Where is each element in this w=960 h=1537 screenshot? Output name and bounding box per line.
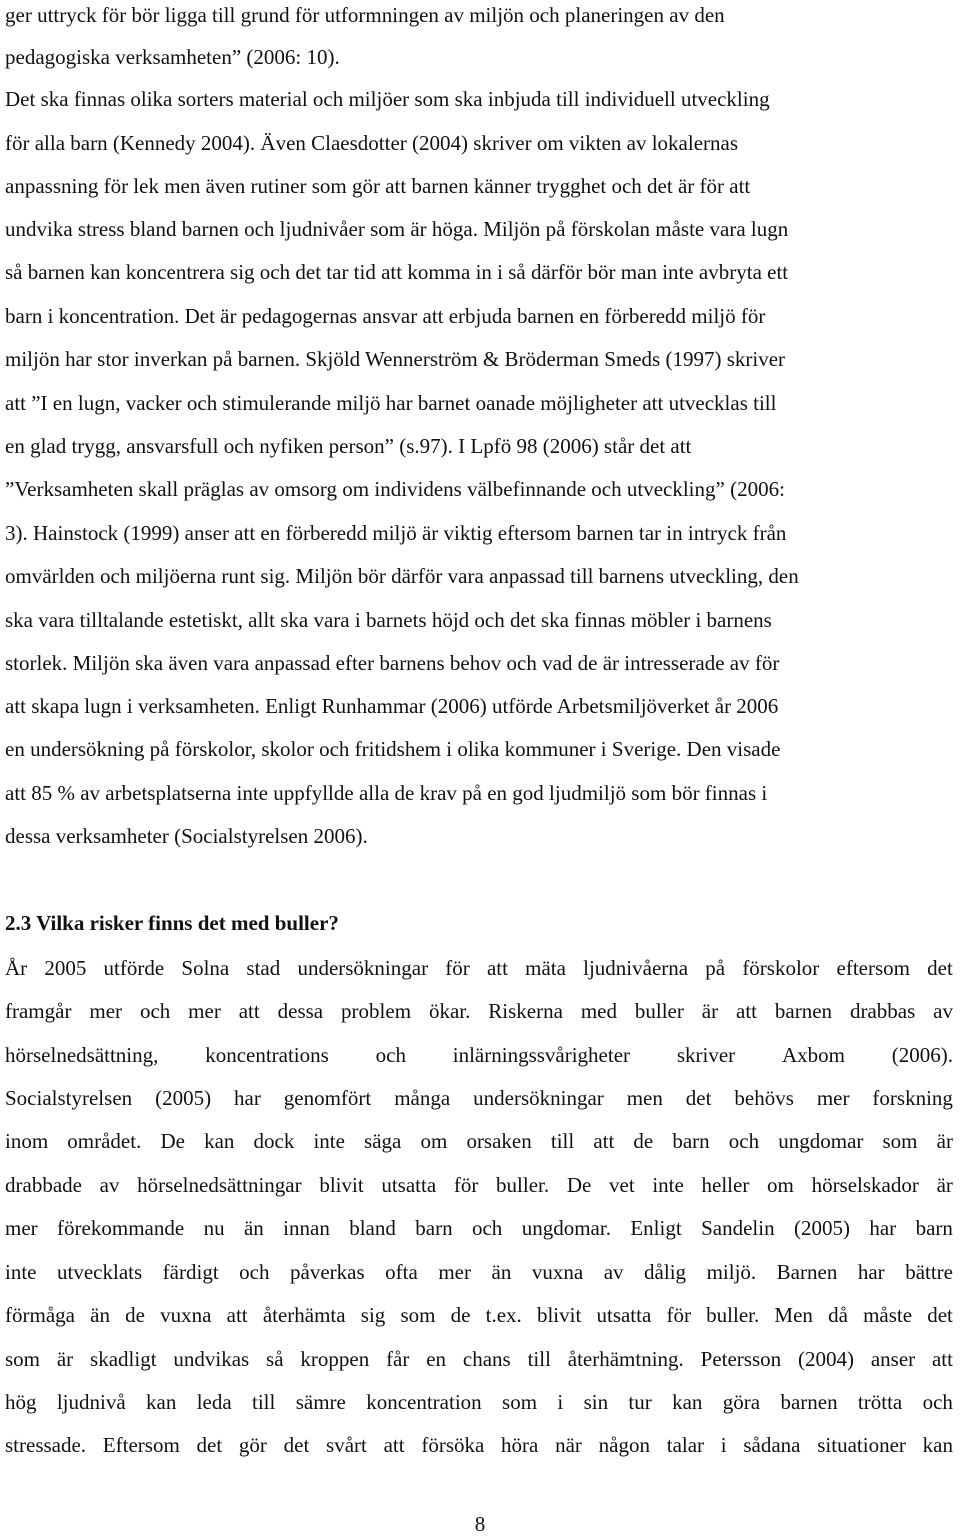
word: problem bbox=[341, 999, 412, 1023]
word: får bbox=[386, 1347, 410, 1371]
text-line: pedagogiska verksamheten” (2006: 10). bbox=[5, 45, 340, 69]
text-line bbox=[5, 1170, 953, 1200]
word: det bbox=[196, 1433, 223, 1457]
text-line: ger uttryck för bör ligga till grund för utformningen av miljön och planeringen av den bbox=[5, 3, 725, 27]
word: inte bbox=[652, 1173, 684, 1197]
word: forskning bbox=[872, 1086, 953, 1110]
word: skriver bbox=[676, 1043, 736, 1067]
word: hörselskador bbox=[811, 1173, 919, 1197]
text-line: att skapa lugn i verksamheten. Enligt Runhammar (2006) utförde Arbetsmiljöverket år 2006 bbox=[5, 694, 779, 718]
word: drabbas bbox=[849, 999, 916, 1023]
word: det bbox=[927, 1303, 953, 1327]
word: Solna bbox=[181, 956, 230, 980]
word: eftersom bbox=[836, 956, 910, 980]
word: och bbox=[922, 1390, 953, 1414]
word: så bbox=[266, 1347, 284, 1371]
word: leda bbox=[196, 1390, 232, 1414]
word: tur bbox=[628, 1390, 652, 1414]
word: att bbox=[736, 999, 757, 1023]
word: har bbox=[857, 1260, 885, 1284]
word: återhämta bbox=[262, 1303, 346, 1327]
word: trötta bbox=[857, 1390, 903, 1414]
word: hörselnedsättning, bbox=[5, 1043, 159, 1067]
word: än bbox=[491, 1260, 512, 1284]
word: när bbox=[555, 1433, 582, 1457]
word: Petersson bbox=[700, 1347, 782, 1371]
word: förskolor bbox=[742, 956, 820, 980]
word: för bbox=[445, 956, 470, 980]
word: som bbox=[5, 1347, 41, 1371]
word: Enligt bbox=[630, 1216, 682, 1240]
text-line: storlek. Miljön ska även vara anpassad efter barnens behov och vad de är intresserade av för bbox=[5, 651, 780, 675]
word: sämre bbox=[295, 1390, 346, 1414]
word: ungdomar. bbox=[521, 1216, 611, 1240]
word: är bbox=[936, 1129, 953, 1153]
word: ljudnivå bbox=[56, 1390, 126, 1414]
word: sådana bbox=[743, 1433, 801, 1457]
word: ökar. bbox=[428, 999, 471, 1023]
word: och bbox=[471, 1216, 503, 1240]
word: är bbox=[56, 1347, 74, 1371]
word: området. bbox=[67, 1129, 142, 1153]
word: de bbox=[450, 1303, 471, 1327]
word: än bbox=[243, 1216, 264, 1240]
text-line: barn i koncentration. Det är pedagogernas ansvar att erbjuda barnen en förberedd miljö för bbox=[5, 304, 766, 328]
word: på bbox=[705, 956, 726, 980]
word: som bbox=[400, 1303, 436, 1327]
word: heller bbox=[701, 1173, 750, 1197]
word: som bbox=[882, 1129, 918, 1153]
text-line: undvika stress bland barnen och ljudnivåer som är höga. Miljön på förskolan måste vara lugn bbox=[5, 217, 789, 241]
word: sig bbox=[360, 1303, 386, 1327]
word: än bbox=[90, 1303, 110, 1327]
word: då bbox=[828, 1303, 848, 1327]
word: har bbox=[869, 1216, 897, 1240]
word: barn bbox=[915, 1216, 953, 1240]
word: att bbox=[486, 956, 508, 980]
word: miljö. bbox=[706, 1260, 757, 1284]
word: De bbox=[566, 1173, 592, 1197]
word: en bbox=[426, 1347, 447, 1371]
text-line: att 85 % av arbetsplatserna inte uppfyllde alla de krav på en god ljudmiljö som bör finnas i bbox=[5, 781, 768, 805]
word: framgår bbox=[5, 999, 72, 1023]
word: inlärningssvårigheter bbox=[452, 1043, 631, 1067]
word: i bbox=[720, 1433, 727, 1457]
word: nu bbox=[203, 1216, 225, 1240]
word: ungdomar bbox=[778, 1129, 864, 1153]
word: ljudnivåerna bbox=[583, 956, 689, 980]
word: Socialstyrelsen bbox=[5, 1086, 133, 1110]
text-line bbox=[5, 1344, 953, 1374]
page-number: 8 bbox=[474, 1512, 486, 1536]
word: undvikas bbox=[173, 1347, 250, 1371]
word: av bbox=[933, 999, 953, 1023]
word: och bbox=[139, 999, 171, 1023]
word: till bbox=[252, 1390, 276, 1414]
word: kroppen bbox=[300, 1347, 370, 1371]
word: att bbox=[931, 1347, 953, 1371]
word: barn bbox=[672, 1129, 710, 1153]
word: svårt bbox=[326, 1433, 367, 1457]
word: bättre bbox=[905, 1260, 953, 1284]
word: (2004) bbox=[797, 1347, 854, 1371]
word: inte bbox=[5, 1260, 37, 1284]
word: att bbox=[226, 1303, 248, 1327]
word: (2005) bbox=[155, 1086, 212, 1110]
text-line: en glad trygg, ansvarsfull och nyfiken person” (s.97). I Lpfö 98 (2006) står det att bbox=[5, 434, 692, 458]
word: de bbox=[125, 1303, 145, 1327]
word: inte bbox=[313, 1129, 345, 1153]
word: De bbox=[160, 1129, 185, 1153]
text-line bbox=[5, 1213, 953, 1243]
word: orsaken bbox=[466, 1129, 532, 1153]
word: dålig bbox=[644, 1260, 687, 1284]
word: innan bbox=[283, 1216, 330, 1240]
word: utsatta bbox=[381, 1173, 437, 1197]
word: höra bbox=[501, 1433, 539, 1457]
word: måste bbox=[863, 1303, 913, 1327]
word: återhämtning. bbox=[567, 1347, 684, 1371]
word: göra bbox=[722, 1390, 761, 1414]
word: talar bbox=[666, 1433, 705, 1457]
word: har bbox=[234, 1086, 261, 1110]
word: behövs bbox=[734, 1086, 794, 1110]
word: undersökningar bbox=[473, 1086, 604, 1110]
word: dock bbox=[253, 1129, 295, 1153]
word: kan bbox=[672, 1390, 703, 1414]
word: (2006). bbox=[891, 1043, 953, 1067]
word: att bbox=[593, 1129, 615, 1153]
word: vuxna bbox=[531, 1260, 584, 1284]
word: mer bbox=[816, 1086, 850, 1110]
word: buller bbox=[634, 999, 684, 1023]
word: inom bbox=[5, 1129, 49, 1153]
word: av bbox=[99, 1173, 120, 1197]
text-line: för alla barn (Kennedy 2004). Även Claesdotter (2004) skriver om vikten av lokalernas bbox=[5, 131, 739, 155]
text-line: 3). Hainstock (1999) anser att en förberedd miljö är viktig eftersom barnen tar in intryck från bbox=[5, 521, 787, 545]
text-line bbox=[5, 1040, 953, 1070]
word: mäta bbox=[525, 956, 566, 980]
word: kan bbox=[204, 1129, 235, 1153]
word: hög bbox=[5, 1390, 37, 1414]
text-line: omvärlden och miljöerna runt sig. Miljön bör därför vara anpassad till barnens utveckling, den bbox=[5, 564, 799, 588]
word: koncentration bbox=[366, 1390, 482, 1414]
text-line bbox=[5, 1257, 953, 1287]
word: det bbox=[685, 1086, 712, 1110]
word: som bbox=[502, 1390, 538, 1414]
word: gör bbox=[238, 1433, 267, 1457]
word: stad bbox=[246, 956, 281, 980]
word: barn bbox=[415, 1216, 453, 1240]
text-line: anpassning för lek men även rutiner som gör att barnen känner trygghet och det är för att bbox=[5, 174, 751, 198]
word: situationer bbox=[817, 1433, 906, 1457]
text-line: Det ska finnas olika sorters material och miljöer som ska inbjuda till individuell utveckling bbox=[5, 87, 770, 111]
word: t.ex. bbox=[485, 1303, 522, 1327]
word: om bbox=[767, 1173, 794, 1197]
word: mer bbox=[5, 1216, 38, 1240]
text-line: ”Verksamheten skall präglas av omsorg om individens välbefinnande och utveckling” (2006: bbox=[5, 477, 785, 501]
text-line bbox=[5, 953, 953, 983]
word: att bbox=[238, 999, 260, 1023]
word: skadligt bbox=[90, 1347, 157, 1371]
text-line: ska vara tilltalande estetiskt, allt ska vara i barnets höjd och det ska finnas möbler i barnens bbox=[5, 608, 772, 632]
word: för bbox=[453, 1173, 479, 1197]
text-line bbox=[5, 1300, 953, 1330]
word: drabbade bbox=[5, 1173, 82, 1197]
word: utförde bbox=[103, 956, 165, 980]
word: färdigt bbox=[162, 1260, 219, 1284]
text-line: miljön har stor inverkan på barnen. Skjöld Wennerström & Bröderman Smeds (1997) skriver bbox=[5, 347, 786, 371]
word: barnen bbox=[774, 999, 833, 1023]
word: och bbox=[375, 1043, 406, 1067]
text-line: att ”I en lugn, vacker och stimulerande miljö har barnet oanade möjligheter att utvecklas till bbox=[5, 391, 777, 415]
text-line: så barnen kan koncentrera sig och det tar tid att komma in i så därför bör man inte avbryta ett bbox=[5, 260, 789, 284]
text-line bbox=[5, 1083, 953, 1113]
word: koncentrations bbox=[205, 1043, 329, 1067]
word: och bbox=[728, 1129, 760, 1153]
word: att bbox=[383, 1433, 405, 1457]
word: till bbox=[550, 1129, 575, 1153]
word: vuxna bbox=[160, 1303, 212, 1327]
word: genomfört bbox=[283, 1086, 372, 1110]
word: mer bbox=[438, 1260, 471, 1284]
word: kan bbox=[922, 1433, 953, 1457]
word: bland bbox=[349, 1216, 396, 1240]
word: Eftersom bbox=[102, 1433, 180, 1457]
word: förekommande bbox=[57, 1216, 185, 1240]
text-line bbox=[5, 1430, 953, 1460]
text-line bbox=[5, 1387, 953, 1417]
word: är bbox=[936, 1173, 953, 1197]
word: År bbox=[5, 956, 28, 980]
word: med bbox=[580, 999, 617, 1023]
word: det bbox=[927, 956, 953, 980]
word: Sandelin bbox=[701, 1216, 775, 1240]
word: mer bbox=[188, 999, 221, 1023]
word: undersökningar bbox=[297, 956, 429, 980]
text-line: dessa verksamheter (Socialstyrelsen 2006). bbox=[5, 824, 368, 848]
word: mer bbox=[89, 999, 123, 1023]
word: anser bbox=[870, 1347, 916, 1371]
word: utsatta bbox=[596, 1303, 652, 1327]
word: barnen bbox=[780, 1390, 838, 1414]
word: chans bbox=[462, 1347, 511, 1371]
word: blivit bbox=[319, 1173, 364, 1197]
word: av bbox=[603, 1260, 624, 1284]
word: försöka bbox=[421, 1433, 485, 1457]
section-heading: 2.3 Vilka risker finns det med buller? bbox=[5, 911, 339, 935]
word: buller. bbox=[496, 1173, 550, 1197]
word: om bbox=[420, 1129, 448, 1153]
word: påverkas bbox=[290, 1260, 365, 1284]
word: 2005 bbox=[44, 956, 87, 980]
word: dessa bbox=[277, 999, 324, 1023]
word: säga bbox=[364, 1129, 402, 1153]
word: är bbox=[701, 999, 719, 1023]
word: i bbox=[557, 1390, 564, 1414]
word: Barnen bbox=[776, 1260, 838, 1284]
word: vet bbox=[609, 1173, 635, 1197]
word: många bbox=[394, 1086, 451, 1110]
word: för bbox=[666, 1303, 691, 1327]
word: någon bbox=[598, 1433, 650, 1457]
word: förmåga bbox=[5, 1303, 75, 1327]
word: Riskerna bbox=[488, 999, 563, 1023]
word: till bbox=[527, 1347, 551, 1371]
text-line bbox=[5, 1126, 953, 1156]
word: Men bbox=[774, 1303, 813, 1327]
word: sin bbox=[583, 1390, 609, 1414]
word: ofta bbox=[385, 1260, 418, 1284]
word: kan bbox=[146, 1390, 177, 1414]
word: Axbom bbox=[781, 1043, 845, 1067]
word: buller. bbox=[706, 1303, 760, 1327]
text-line: en undersökning på förskolor, skolor och fritidshem i olika kommuner i Sverige. Den visade bbox=[5, 737, 781, 761]
word: stressade. bbox=[5, 1433, 87, 1457]
word: (2005) bbox=[793, 1216, 850, 1240]
word: hörselnedsättningar bbox=[137, 1173, 302, 1197]
text-line bbox=[5, 996, 953, 1026]
word: blivit bbox=[536, 1303, 582, 1327]
word: utvecklats bbox=[57, 1260, 143, 1284]
word: och bbox=[239, 1260, 270, 1284]
word: det bbox=[283, 1433, 310, 1457]
word: men bbox=[626, 1086, 663, 1110]
word: de bbox=[633, 1129, 654, 1153]
